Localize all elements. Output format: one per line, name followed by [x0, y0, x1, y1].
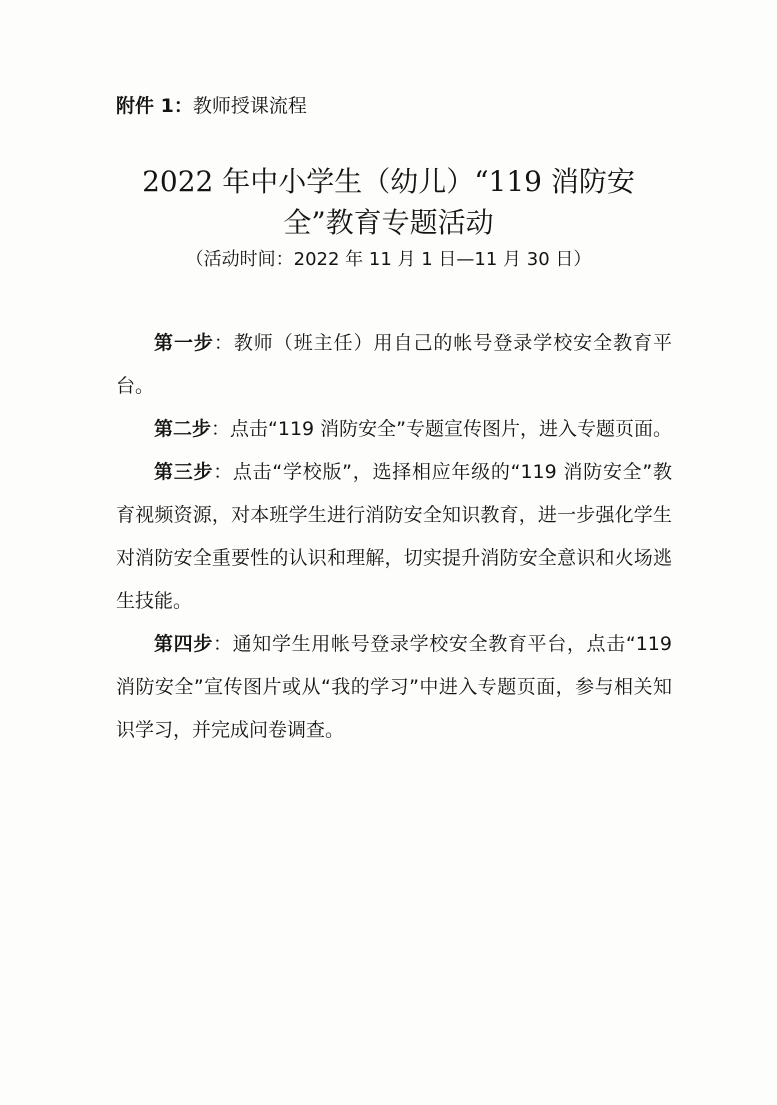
- step-4-label: 第四步: [154, 633, 213, 655]
- step-3-label: 第三步: [154, 461, 214, 483]
- attachment-header: [116, 92, 307, 120]
- step-1-text: ：教师（班主任）用自己的帐号登录学校安全教育平台。: [116, 332, 672, 397]
- step-4-text: ：通知学生用帐号登录学校安全教育平台，点击“119 消防安全”宣传图片或从“我的学习”中进入专题页面，参与相关知识学习，并完成问卷调查。: [116, 633, 672, 741]
- steps-list: [116, 322, 672, 752]
- step-2-label: 第二步: [154, 418, 212, 440]
- step-4: [116, 623, 672, 752]
- step-1: [116, 322, 672, 408]
- attachment-label: 附件 1：: [116, 95, 193, 117]
- step-2-text: ：点击“119 消防安全”专题宣传图片，进入专题页面。: [211, 418, 673, 440]
- document-title-line-1: 2022 年中小学生（幼儿）“119 消防安: [142, 165, 635, 198]
- step-3-text: ：点击“学校版”，选择相应年级的“119 消防安全”教育视频资源，对本班学生进行消防安全知识教育，进一步强化学生对消防安全重要性的认识和理解，切实提升消防安全意识和火场逃生技能。: [116, 461, 672, 612]
- activity-timeline: （活动时间：2022 年 11 月 1 日—11 月 30 日）: [185, 249, 592, 270]
- document-title-line-2: 全”教育专题活动: [283, 206, 494, 239]
- step-3: [116, 451, 672, 623]
- step-1-label: 第一步: [154, 332, 214, 354]
- attachment-title: 教师授课流程: [192, 95, 307, 117]
- step-2: [116, 408, 672, 451]
